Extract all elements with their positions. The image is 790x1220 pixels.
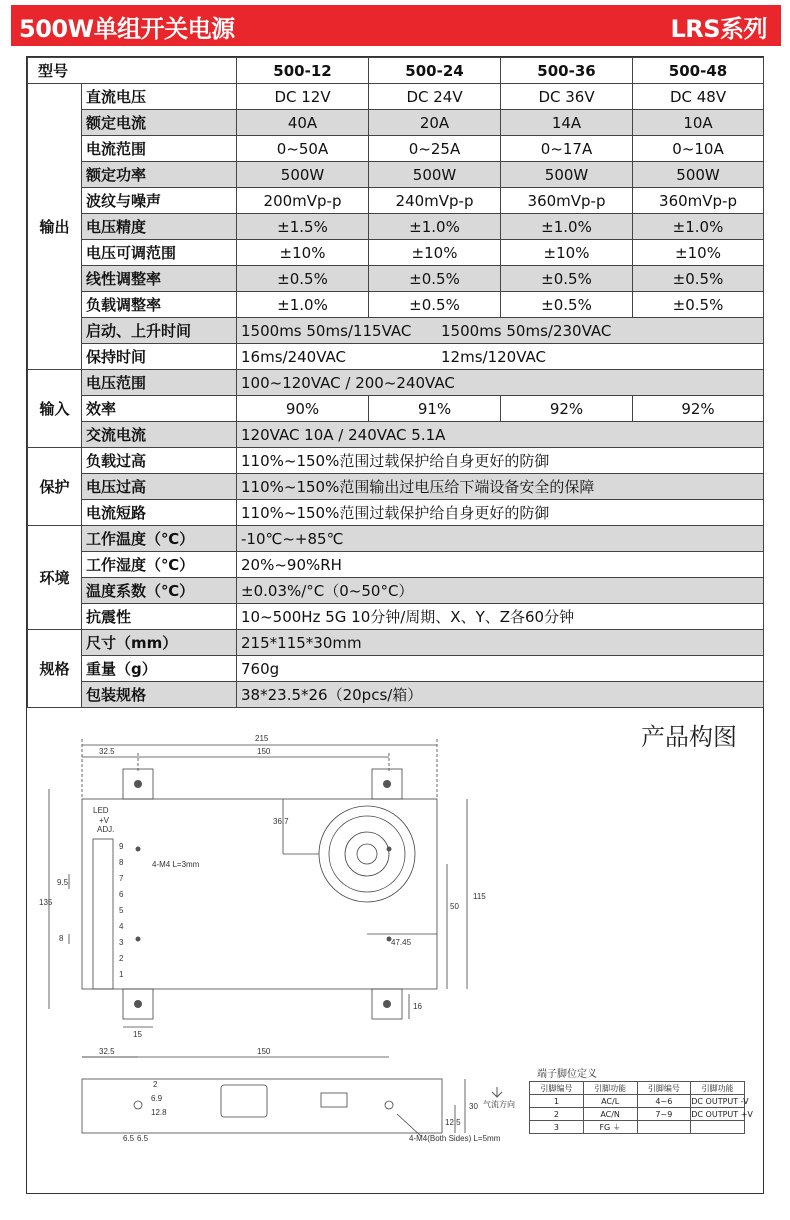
pin-cell: 1 bbox=[530, 1095, 584, 1108]
dim-label: 16 bbox=[413, 1002, 422, 1011]
spec-row bbox=[28, 292, 764, 318]
top-view-outline bbox=[82, 799, 437, 989]
value-cell: ±0.5% bbox=[501, 292, 633, 318]
side-hole bbox=[134, 1101, 142, 1109]
row-label: 线性调整率 bbox=[82, 266, 237, 292]
fan-inner bbox=[345, 832, 389, 876]
row-label: 波纹与噪声 bbox=[82, 188, 237, 214]
spec-row bbox=[28, 578, 764, 604]
row-label: 重量（g） bbox=[82, 656, 237, 682]
value-cell: 14A bbox=[501, 110, 633, 136]
dim-label: 215 bbox=[255, 734, 269, 743]
startup-value-b: 1500ms 50ms/230VAC bbox=[441, 321, 612, 340]
row-label: 电压可调范围 bbox=[82, 240, 237, 266]
spec-row bbox=[28, 656, 764, 682]
screw-hole bbox=[136, 937, 141, 942]
side-view-outline bbox=[82, 1079, 442, 1133]
group-output: 输出 bbox=[28, 84, 82, 370]
pin-header-cell: 引脚编号 bbox=[637, 1082, 691, 1095]
value-cell: DC 12V bbox=[237, 84, 369, 110]
spec-row bbox=[28, 266, 764, 292]
terminal-number: 4 bbox=[119, 922, 124, 931]
value-cell: 110%~150%范围输出过电压给下端设备安全的保障 bbox=[237, 474, 764, 500]
spec-row bbox=[28, 214, 764, 240]
value-cell: 110%~150%范围过载保护给自身更好的防御 bbox=[237, 448, 764, 474]
pin-cell: 3 bbox=[530, 1121, 584, 1134]
terminal-number: 8 bbox=[119, 858, 124, 867]
value-cell: ±0.5% bbox=[369, 266, 501, 292]
spec-row bbox=[28, 500, 764, 526]
pin-cell bbox=[637, 1121, 691, 1134]
row-label: 电压范围 bbox=[82, 370, 237, 396]
dim-label: 12.5 bbox=[445, 1118, 461, 1127]
model-label: 型号 bbox=[28, 58, 237, 84]
spec-row bbox=[28, 396, 764, 422]
value-cell: 110%~150%范围过载保护给自身更好的防御 bbox=[237, 500, 764, 526]
value-cell: 500W bbox=[633, 162, 764, 188]
dim-label: 115 bbox=[473, 892, 486, 901]
value-cell: 215*115*30mm bbox=[237, 630, 764, 656]
mount-hole bbox=[383, 780, 391, 788]
dim-label: 6.5 bbox=[137, 1134, 149, 1143]
value-cell: -10℃~+85℃ bbox=[237, 526, 764, 552]
screw-hole bbox=[136, 847, 141, 852]
title-banner bbox=[11, 5, 781, 46]
terminal-number: 7 bbox=[119, 874, 124, 883]
hole-callout-side: 4-M4(Both Sides) L=5mm bbox=[409, 1134, 501, 1143]
pin-cell: DC OUTPUT -V bbox=[691, 1096, 749, 1106]
value-cell: ±0.5% bbox=[633, 292, 764, 318]
model-cell: 500-12 bbox=[237, 58, 369, 84]
spec-table bbox=[27, 57, 764, 708]
value-cell: 0~25A bbox=[369, 136, 501, 162]
row-label: 启动、上升时间 bbox=[82, 318, 237, 344]
pin-row bbox=[530, 1121, 745, 1134]
row-label: 包装规格 bbox=[82, 682, 237, 708]
value-cell: ±10% bbox=[501, 240, 633, 266]
row-label: 温度系数（℃） bbox=[82, 578, 237, 604]
product-title: 500W单组开关电源 bbox=[19, 15, 235, 43]
value-cell bbox=[237, 318, 764, 344]
terminal-block bbox=[93, 839, 113, 989]
pin-row bbox=[530, 1095, 745, 1108]
pin-cell: AC/L bbox=[583, 1095, 637, 1108]
dim-label: 150 bbox=[257, 747, 271, 756]
fan-mid bbox=[329, 816, 405, 892]
spec-row bbox=[28, 188, 764, 214]
side-vent bbox=[221, 1085, 267, 1117]
pin-cell: 7~9 bbox=[637, 1108, 691, 1121]
value-cell: ±1.0% bbox=[369, 214, 501, 240]
pin-cell: DC OUTPUT +V bbox=[691, 1109, 753, 1119]
mount-hole bbox=[134, 780, 142, 788]
header-row bbox=[28, 58, 764, 84]
dim-label: 15 bbox=[133, 1030, 142, 1039]
pin-header-cell: 引脚功能 bbox=[583, 1082, 637, 1095]
row-label: 负载调整率 bbox=[82, 292, 237, 318]
value-cell: 10~500Hz 5G 10分钟/周期、X、Y、Z各60分钟 bbox=[237, 604, 764, 630]
model-cell: 500-48 bbox=[633, 58, 764, 84]
mount-hole bbox=[383, 1000, 391, 1008]
pin-header-cell: 引脚编号 bbox=[530, 1082, 584, 1095]
spec-row bbox=[28, 474, 764, 500]
value-cell: 760g bbox=[237, 656, 764, 682]
row-label: 尺寸（mm） bbox=[82, 630, 237, 656]
fan-hub bbox=[357, 844, 377, 864]
value-cell bbox=[237, 344, 764, 370]
hole-callout-top: 4-M4 L=3mm bbox=[152, 860, 200, 869]
value-cell: 200mVp-p bbox=[237, 188, 369, 214]
dim-label: 47.45 bbox=[391, 938, 412, 947]
terminal-number: 6 bbox=[119, 890, 124, 899]
dim-label: 2 bbox=[153, 1080, 158, 1089]
spec-row bbox=[28, 552, 764, 578]
value-cell: 91% bbox=[369, 396, 501, 422]
value-cell: 92% bbox=[633, 396, 764, 422]
dim-label: 9.5 bbox=[57, 878, 69, 887]
spec-row bbox=[28, 162, 764, 188]
value-cell: 10A bbox=[633, 110, 764, 136]
value-cell: ±10% bbox=[633, 240, 764, 266]
side-slot bbox=[321, 1093, 347, 1107]
mount-hole bbox=[134, 1000, 142, 1008]
value-cell: ±0.5% bbox=[237, 266, 369, 292]
value-cell: ±0.5% bbox=[369, 292, 501, 318]
value-cell: 360mVp-p bbox=[633, 188, 764, 214]
row-label: 工作湿度（℃） bbox=[82, 552, 237, 578]
dim-label: 6.5 bbox=[123, 1134, 135, 1143]
spec-row bbox=[28, 318, 764, 344]
spec-row bbox=[28, 240, 764, 266]
value-cell: 0~50A bbox=[237, 136, 369, 162]
dim-label: 135 bbox=[39, 898, 53, 907]
group-input: 输入 bbox=[28, 370, 82, 448]
led-label: LED bbox=[93, 806, 109, 815]
row-label: 电流范围 bbox=[82, 136, 237, 162]
value-cell: 90% bbox=[237, 396, 369, 422]
row-label: 负载过高 bbox=[82, 448, 237, 474]
pin-cell: 2 bbox=[530, 1108, 584, 1121]
terminal-number: 2 bbox=[119, 954, 124, 963]
series-title: LRS系列 bbox=[670, 15, 767, 43]
dim-label: 12.8 bbox=[151, 1108, 167, 1117]
row-label: 电压过高 bbox=[82, 474, 237, 500]
adj-label: ADJ. bbox=[97, 825, 115, 834]
row-label: 额定电流 bbox=[82, 110, 237, 136]
value-cell: ±1.5% bbox=[237, 214, 369, 240]
pin-table-header bbox=[530, 1082, 745, 1095]
row-label: 效率 bbox=[82, 396, 237, 422]
value-cell: ±0.03%/°C（0~50°C） bbox=[237, 578, 764, 604]
value-cell: ±0.5% bbox=[501, 266, 633, 292]
value-cell: ±1.0% bbox=[633, 214, 764, 240]
value-cell: 40A bbox=[237, 110, 369, 136]
spec-row bbox=[28, 682, 764, 708]
vplus-label: +V bbox=[99, 816, 110, 825]
value-cell: 360mVp-p bbox=[501, 188, 633, 214]
pin-table-title: 端子脚位定义 bbox=[537, 1069, 597, 1080]
fan-outer bbox=[319, 806, 415, 902]
value-cell: ±1.0% bbox=[501, 214, 633, 240]
spec-row bbox=[28, 448, 764, 474]
value-cell: 500W bbox=[237, 162, 369, 188]
holdup-value-b: 12ms/120VAC bbox=[441, 347, 546, 366]
spec-row bbox=[28, 344, 764, 370]
value-cell: 20A bbox=[369, 110, 501, 136]
value-cell: 500W bbox=[369, 162, 501, 188]
spec-row bbox=[28, 526, 764, 552]
spec-sheet bbox=[26, 56, 764, 1194]
model-cell: 500-36 bbox=[501, 58, 633, 84]
row-label: 电压精度 bbox=[82, 214, 237, 240]
group-specs: 规格 bbox=[28, 630, 82, 708]
spec-row bbox=[28, 370, 764, 396]
dim-label: 32.5 bbox=[99, 747, 115, 756]
screw-hole bbox=[387, 847, 392, 852]
value-cell: 0~17A bbox=[501, 136, 633, 162]
row-label: 交流电流 bbox=[82, 422, 237, 448]
airflow-label: 气流方向 bbox=[483, 1100, 515, 1109]
row-label: 额定功率 bbox=[82, 162, 237, 188]
value-cell: DC 48V bbox=[633, 84, 764, 110]
pin-header-cell: 引脚功能 bbox=[691, 1082, 745, 1095]
pin-row bbox=[530, 1108, 745, 1121]
spec-row bbox=[28, 630, 764, 656]
value-cell: 92% bbox=[501, 396, 633, 422]
value-cell: 500W bbox=[501, 162, 633, 188]
value-cell: 240mVp-p bbox=[369, 188, 501, 214]
dim-label: 30 bbox=[469, 1102, 478, 1111]
row-label: 电流短路 bbox=[82, 500, 237, 526]
row-label: 抗震性 bbox=[82, 604, 237, 630]
dim-label: 150 bbox=[257, 1047, 271, 1056]
value-cell: 100~120VAC / 200~240VAC bbox=[237, 370, 764, 396]
dim-label: 36.7 bbox=[273, 817, 289, 826]
value-cell: ±1.0% bbox=[237, 292, 369, 318]
spec-row bbox=[28, 422, 764, 448]
terminal-number: 3 bbox=[119, 938, 124, 947]
dim-label: 50 bbox=[450, 902, 459, 911]
drawing-title: 产品构图 bbox=[641, 723, 737, 751]
spec-row bbox=[28, 136, 764, 162]
pin-cell: AC/N bbox=[583, 1108, 637, 1121]
value-cell: ±10% bbox=[369, 240, 501, 266]
pin-cell: FG ⏚ bbox=[583, 1121, 637, 1134]
value-cell: DC 36V bbox=[501, 84, 633, 110]
value-cell: 20%~90%RH bbox=[237, 552, 764, 578]
dim-label: 32.5 bbox=[99, 1047, 115, 1056]
terminal-number: 9 bbox=[119, 842, 124, 851]
startup-value-a: 1500ms 50ms/115VAC bbox=[241, 321, 412, 340]
model-cell: 500-24 bbox=[369, 58, 501, 84]
value-cell: 0~10A bbox=[633, 136, 764, 162]
row-label: 直流电压 bbox=[82, 84, 237, 110]
pin-cell bbox=[691, 1121, 745, 1134]
terminal-number: 5 bbox=[119, 906, 124, 915]
spec-row bbox=[28, 110, 764, 136]
pin-table bbox=[529, 1081, 753, 1134]
airflow-arrow-icon bbox=[492, 1087, 502, 1097]
value-cell: ±10% bbox=[237, 240, 369, 266]
value-cell: 38*23.5*26（20pcs/箱） bbox=[237, 682, 764, 708]
terminal-number: 1 bbox=[119, 970, 124, 979]
row-label: 保持时间 bbox=[82, 344, 237, 370]
side-hole bbox=[385, 1101, 393, 1109]
dim-label: 8 bbox=[59, 934, 64, 943]
holdup-value-a: 16ms/240VAC bbox=[241, 347, 346, 366]
spec-row bbox=[28, 84, 764, 110]
value-cell: 120VAC 10A / 240VAC 5.1A bbox=[237, 422, 764, 448]
row-label: 工作温度（℃） bbox=[82, 526, 237, 552]
group-protection: 保护 bbox=[28, 448, 82, 526]
product-drawing bbox=[27, 709, 763, 1193]
group-environment: 环境 bbox=[28, 526, 82, 630]
pin-cell: 4~6 bbox=[637, 1095, 691, 1108]
value-cell: ±0.5% bbox=[633, 266, 764, 292]
dim-label: 6.9 bbox=[151, 1094, 163, 1103]
value-cell: DC 24V bbox=[369, 84, 501, 110]
spec-row bbox=[28, 604, 764, 630]
